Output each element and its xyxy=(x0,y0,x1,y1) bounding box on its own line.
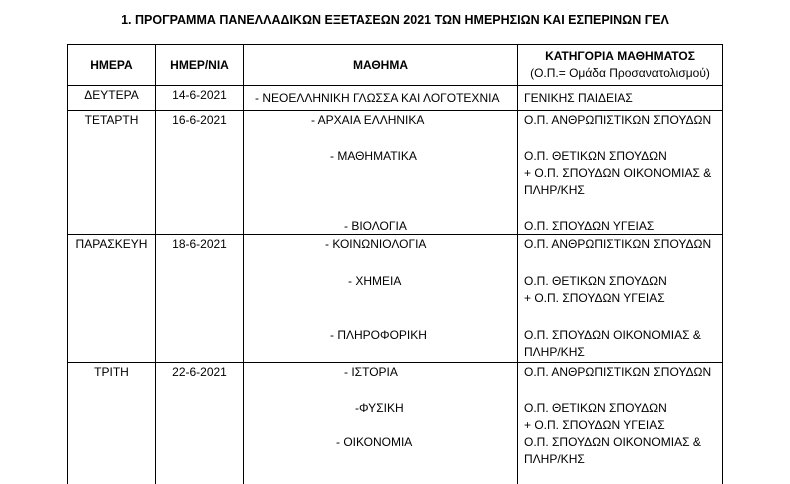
header-category-note: (Ο.Π.= Ομάδα Προσανατολισμού) xyxy=(530,66,710,80)
header-subject: ΜΑΘΗΜΑ xyxy=(352,58,408,72)
subject-name: - ΒΙΟΛΟΓΙΑ xyxy=(344,219,407,233)
subject-name: - ΜΑΘΗΜΑΤΙΚΑ xyxy=(330,149,417,163)
subject-category: + Ο.Π. ΣΠΟΥΔΩΝ ΥΓΕΙΑΣ xyxy=(524,291,665,305)
date-cell: 16-6-2021 xyxy=(172,113,227,127)
subject-category: Ο.Π. ΣΠΟΥΔΩΝ ΟΙΚΟΝΟΜΙΑΣ & xyxy=(524,328,701,342)
subject-category: ΠΛΗΡ/ΚΗΣ xyxy=(524,452,585,466)
date-cell: 14-6-2021 xyxy=(172,88,227,102)
date-cell: 18-6-2021 xyxy=(172,237,227,251)
subject-category: Ο.Π. ΑΝΘΡΩΠΙΣΤΙΚΩΝ ΣΠΟΥΔΩΝ xyxy=(524,113,712,127)
header-date: ΗΜΕΡ/ΝΙΑ xyxy=(170,58,229,72)
table-border-top xyxy=(68,44,723,45)
subject-name: - ΑΡΧΑΙΑ ΕΛΛΗΝΙΚΑ xyxy=(311,113,425,127)
subject-category: Ο.Π. ΘΕΤΙΚΩΝ ΣΠΟΥΔΩΝ xyxy=(524,401,667,415)
subject-category: Ο.Π. ΣΠΟΥΔΩΝ ΟΙΚΟΝΟΜΙΑΣ & xyxy=(524,435,701,449)
subject-category: Ο.Π. ΑΝΘΡΩΠΙΣΤΙΚΩΝ ΣΠΟΥΔΩΝ xyxy=(524,237,712,251)
subject-name: - ΝΕΟΕΛΛΗΝΙΚΗ ΓΛΩΣΣΑ ΚΑΙ ΛΟΓΟΤΕΧΝΙΑ xyxy=(255,91,500,105)
header-day: ΗΜΕΡΑ xyxy=(90,58,133,72)
subject-name: - ΧΗΜΕΙΑ xyxy=(348,274,402,288)
subject-category: + Ο.Π. ΣΠΟΥΔΩΝ ΟΙΚΟΝΟΜΙΑΣ & xyxy=(524,166,712,180)
header-category: ΚΑΤΗΓΟΡΙΑ ΜΑΘΗΜΑΤΟΣ xyxy=(545,49,695,63)
column-divider xyxy=(517,44,518,484)
subject-name: - ΠΛΗΡΟΦΟΡΙΚΗ xyxy=(330,328,427,342)
subject-category: ΓΕΝΙΚΗΣ ΠΑΙΔΕΙΑΣ xyxy=(524,91,633,105)
subject-category: ΠΛΗΡ/ΚΗΣ xyxy=(524,345,585,359)
day-cell: ΠΑΡΑΣΚΕΥΗ xyxy=(75,237,148,251)
exam-schedule-table xyxy=(67,44,723,484)
subject-category: Ο.Π. ΑΝΘΡΩΠΙΣΤΙΚΩΝ ΣΠΟΥΔΩΝ xyxy=(524,365,712,379)
day-cell: ΤΕΤΑΡΤΗ xyxy=(84,113,139,127)
subject-name: -ΦΥΣΙΚΗ xyxy=(355,401,404,415)
day-cell: ΔΕΥΤΕΡΑ xyxy=(84,88,139,102)
subject-category: Ο.Π. ΘΕΤΙΚΩΝ ΣΠΟΥΔΩΝ xyxy=(524,149,667,163)
subject-name: - ΟΙΚΟΝΟΜΙΑ xyxy=(336,435,413,449)
subject-category: + Ο.Π. ΣΠΟΥΔΩΝ ΥΓΕΙΑΣ xyxy=(524,418,665,432)
day-cell: ΤΡΙΤΗ xyxy=(94,365,129,379)
subject-name: - ΚΟΙΝΩΝΙΟΛΟΓΙΑ xyxy=(325,237,427,251)
table-border-right xyxy=(722,44,723,484)
column-divider xyxy=(243,44,244,484)
subject-category: ΠΛΗΡ/ΚΗΣ xyxy=(524,183,585,197)
subject-category: Ο.Π. ΘΕΤΙΚΩΝ ΣΠΟΥΔΩΝ xyxy=(524,274,667,288)
subject-name: - ΙΣΤΟΡΙΑ xyxy=(344,365,398,379)
date-cell: 22-6-2021 xyxy=(172,365,227,379)
column-divider xyxy=(155,44,156,484)
document-title: 1. ΠΡΟΓΡΑΜΜΑ ΠΑΝΕΛΛΑΔΙΚΩΝ ΕΞΕΤΑΣΕΩΝ 2021 ΤΩΝ ΗΜΕΡΗΣΙΩΝ ΚΑΙ ΕΣΠΕΡΙΝΩΝ ΓΕΛ xyxy=(121,13,669,27)
subject-category: Ο.Π. ΣΠΟΥΔΩΝ ΥΓΕΙΑΣ xyxy=(524,219,655,233)
